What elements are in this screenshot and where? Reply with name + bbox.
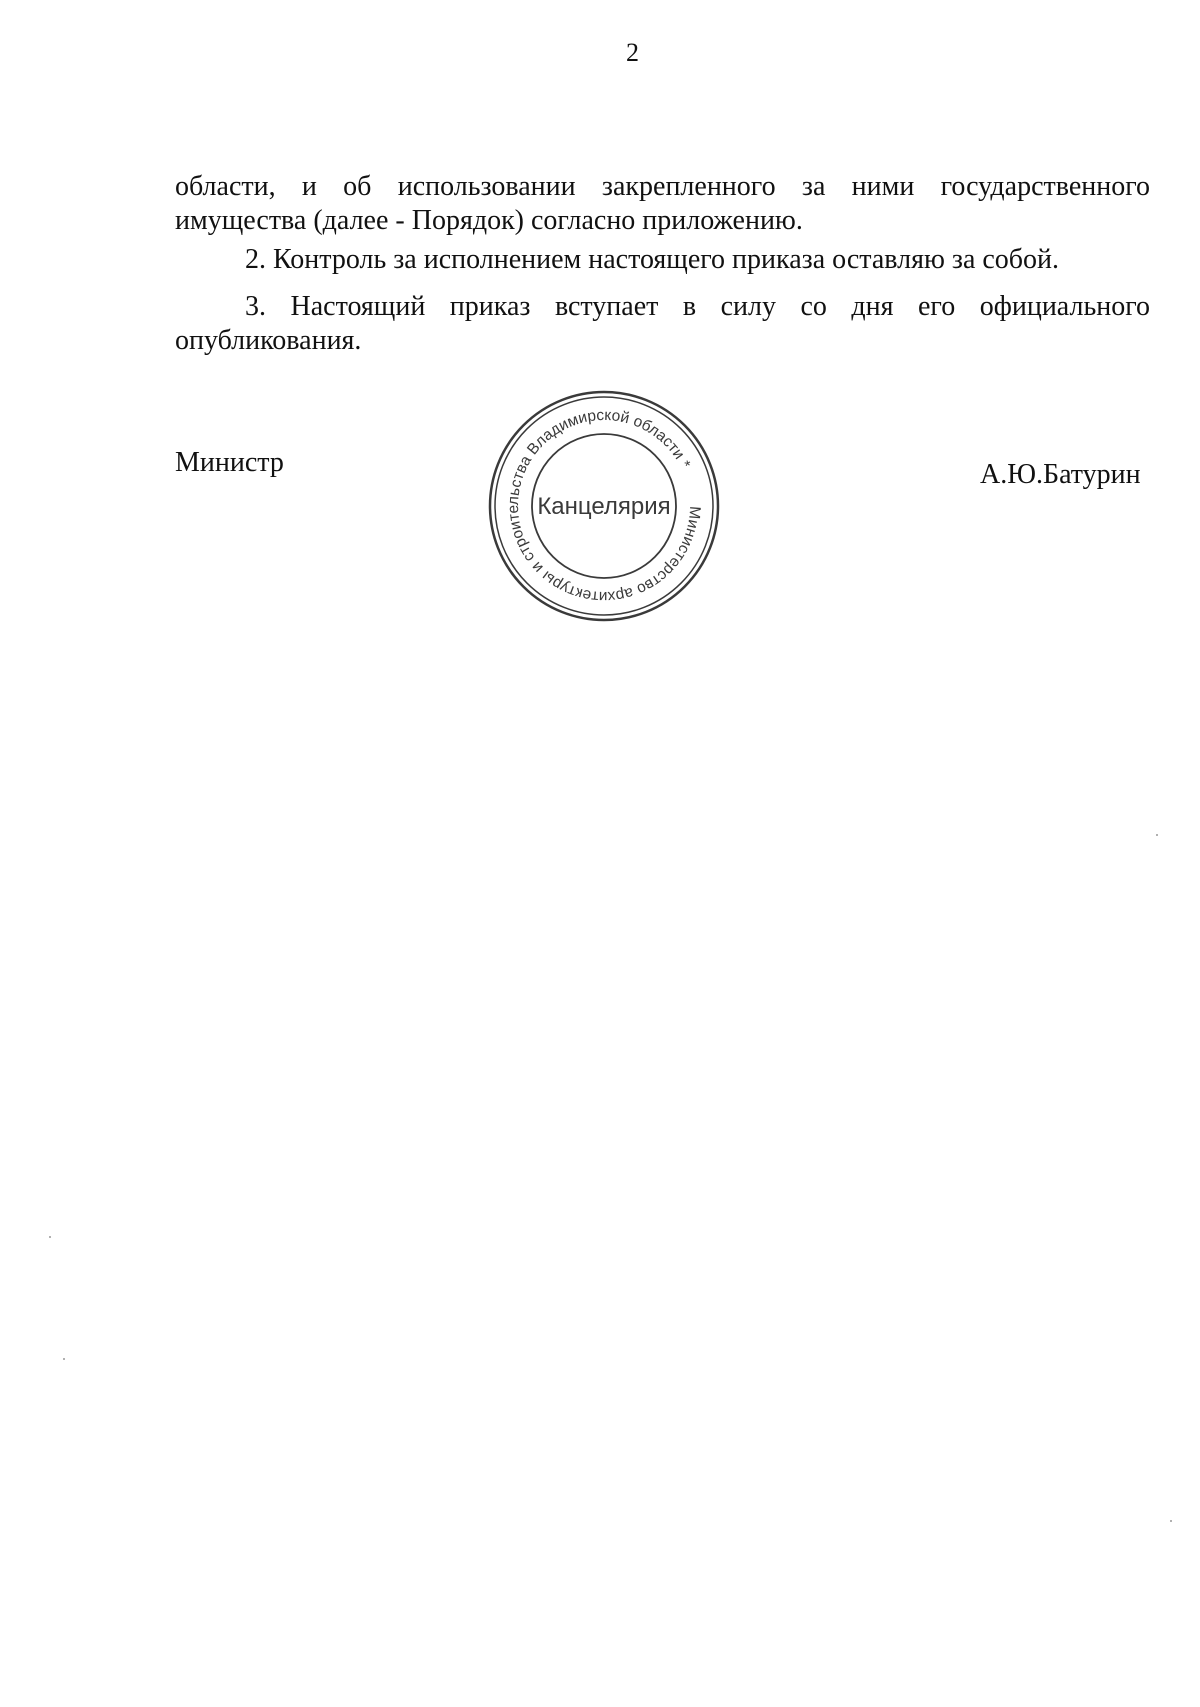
scan-speck [1156, 834, 1158, 836]
scan-speck [63, 1358, 65, 1360]
paragraph-1 [175, 170, 1150, 238]
signature-title: Министр [175, 447, 284, 478]
paragraph-3 [175, 290, 1150, 358]
paragraph-1-line-2: имущества (далее - Порядок) согласно приложению. [175, 205, 803, 236]
paragraph-1-line-1: области, и об использовании закрепленного за ними государственного [175, 171, 1150, 202]
office-stamp [486, 388, 722, 624]
stamp-seal-graphic [486, 388, 722, 624]
stamp-center-text: Канцелярия [537, 493, 671, 520]
signature-name: А.Ю.Батурин [980, 459, 1141, 490]
scan-speck [1170, 1520, 1172, 1522]
stamp-ring-textpath: Министерство архитектуры и строительства Владимирской области * [504, 406, 704, 606]
paragraph-3-line-1: 3. Настоящий приказ вступает в силу со дня его официального [245, 291, 1150, 322]
paragraph-2-line-1: 2. Контроль за исполнением настоящего приказа оставляю за собой. [245, 244, 1060, 275]
paragraph-3-line-2: опубликования. [175, 325, 362, 356]
scan-speck [49, 1236, 51, 1238]
page-number: 2 [626, 38, 639, 67]
paragraph-2 [175, 243, 1150, 277]
